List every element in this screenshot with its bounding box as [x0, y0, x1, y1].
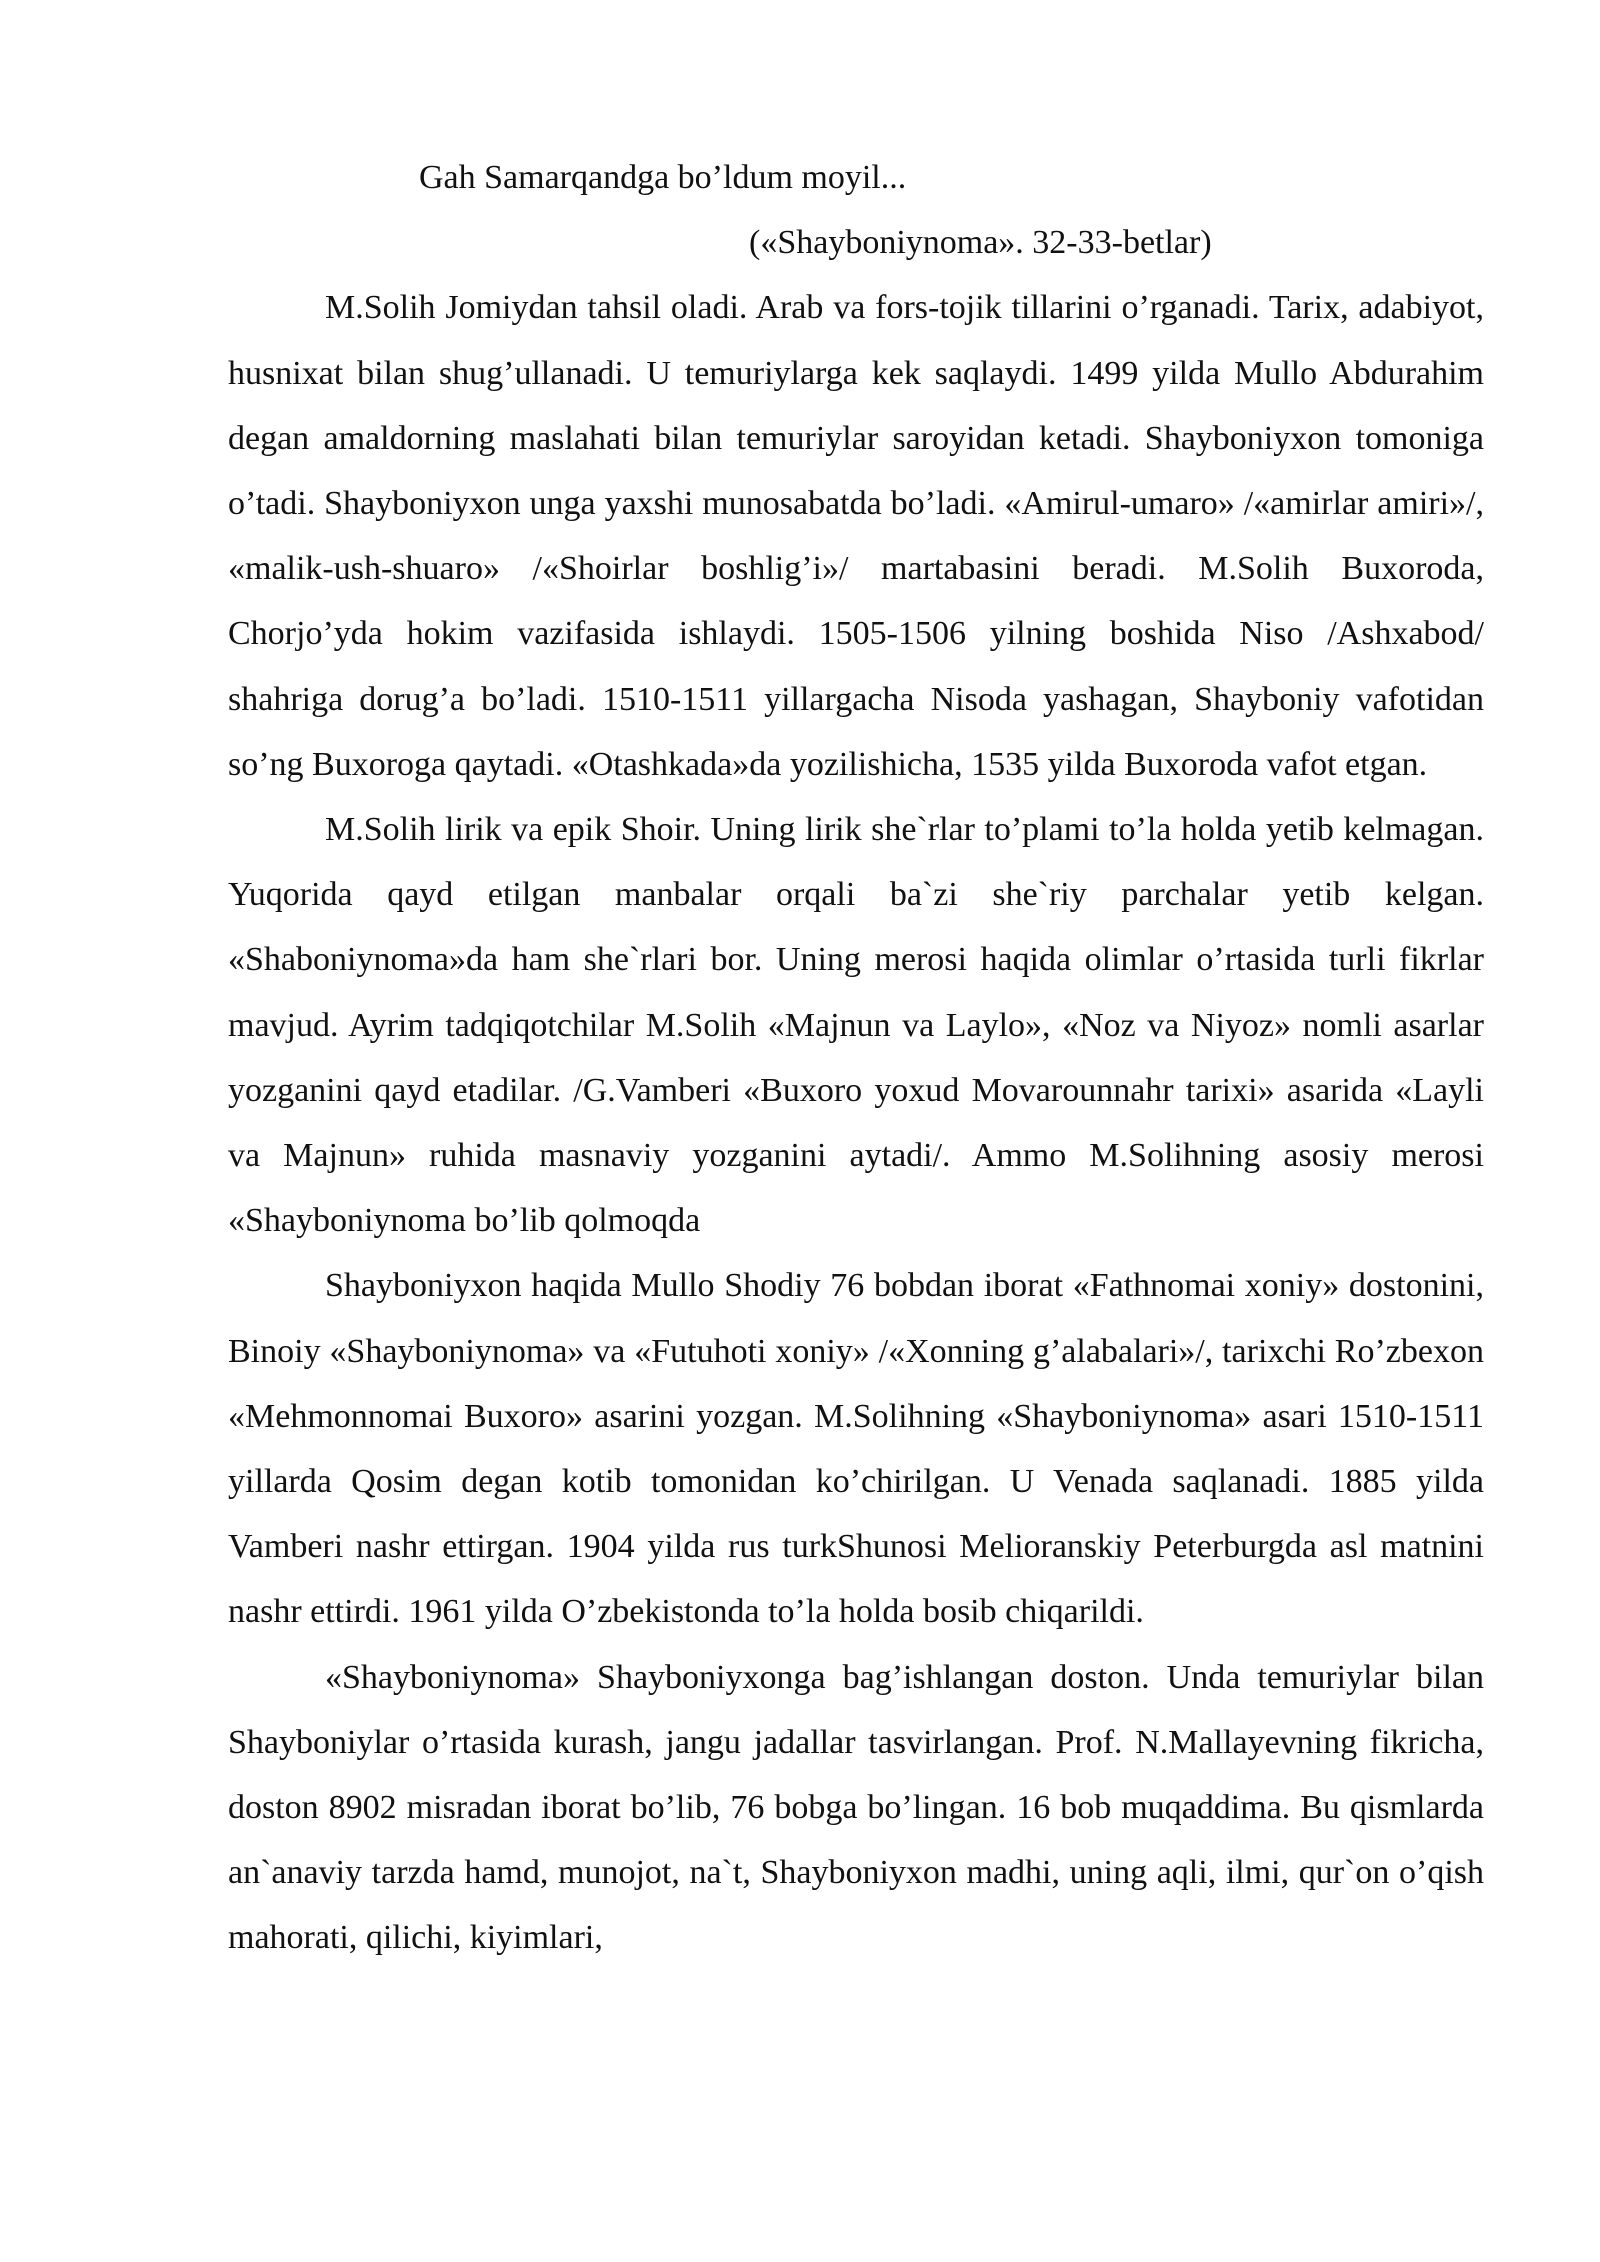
body-text: [228, 145, 1484, 1971]
paragraph-shayboniynoma-structure: «Shayboniynoma» Shayboniyxonga bag’ishlangan doston. Unda temuriylar bilan Shayboniylar o’rtasida kurash, jangu jadallar tasvirlangan. Prof. N.Mallayevning fikricha, doston 8902 misradan iborat bo’lib, 76 bobga bo’lingan. 16 bob muqaddima. Bu qismlarda an`anaviy tarzda hamd, munojot, na`t, Shayboniyxon madhi, uning aqli, ilmi, qur`on o’qish mahorati, qilichi, kiyimlari,: [228, 1658, 1484, 1957]
paragraph-manuscripts: Shayboniyxon haqida Mullo Shodiy 76 bobdan iborat «Fathnomai xoniy» dostonini, Binoiy «Shayboniynoma» va «Futuhoti xoniy» /«Xonning g’alabalari»/, tarixchi Ro’zbexon «Mehmonnomai Buxoro» asarini yozgan. M.Solihning «Shayboniynoma» asari 1510-1511 yillarda Qosim degan kotib tomonidan ko’chirilgan. U Venada saqlanadi. 1885 yilda Vamberi nashr ettirgan. 1904 yilda rus turkShunosi Melioranskiy Peterburgda asl matnini nashr ettirdi. 1961 yilda O’zbekistonda to’la holda bosib chiqarildi.: [228, 1267, 1484, 1631]
verse-line: Gah Samarqandga bo’ldum moyil...: [419, 159, 907, 196]
paragraph-lyric-heritage: M.Solih lirik va epik Shoir. Uning lirik she`rlar to’plami to’la holda yetib kelmagan. Yuqorida qayd etilgan manbalar orqali ba`zi she`riy parchalar yetib kelgan. «Shaboniynoma»da ham she`rlari bor. Uning merosi haqida olimlar o’rtasida turli fikrlar mavjud. Ayrim tadqiqotchilar M.Solih «Majnun va Laylo», «Noz va Niyoz» nomli asarlar yozganini qayd etadilar. /G.Vamberi «Buxoro yoxud Movarounnahr tarixi» asarida «Layli va Majnun» ruhida masnaviy yozganini aytadi/. Ammo M.Solihning asosiy merosi «Shayboniynoma bo’lib qolmoqda: [228, 811, 1484, 1240]
verse-citation: («Shayboniynoma». 32-33-betlar): [749, 224, 1212, 262]
paragraph-biography: M.Solih Jomiydan tahsil oladi. Arab va fors-tojik tillarini o’rganadi. Tarix, adabiyot, husnixat bilan shug’ullanadi. U temuriylarga kek saqlaydi. 1499 yilda Mullo Abdurahim degan amaldorning maslahati bilan temuriylar saroyidan ketadi. Shayboniyxon tomoniga o’tadi. Shayboniyxon unga yaxshi munosabatda bo’ladi. «Amirul-umaro» /«amirlar amiri»/, «malik-ush-shuaro» /«Shoirlar boshlig’i»/ martabasini beradi. M.Solih Buxoroda, Chorjo’yda hokim vazifasida ishlaydi. 1505-1506 yilning boshida Niso /Ashxabod/ shahriga dorug’a bo’ladi. 1510-1511 yillargacha Nisoda yashagan, Shayboniy vafotidan so’ng Buxoroga qaytadi. «Otashkada»da yozilishicha, 1535 yilda Buxoroda vafot etgan.: [228, 289, 1484, 783]
